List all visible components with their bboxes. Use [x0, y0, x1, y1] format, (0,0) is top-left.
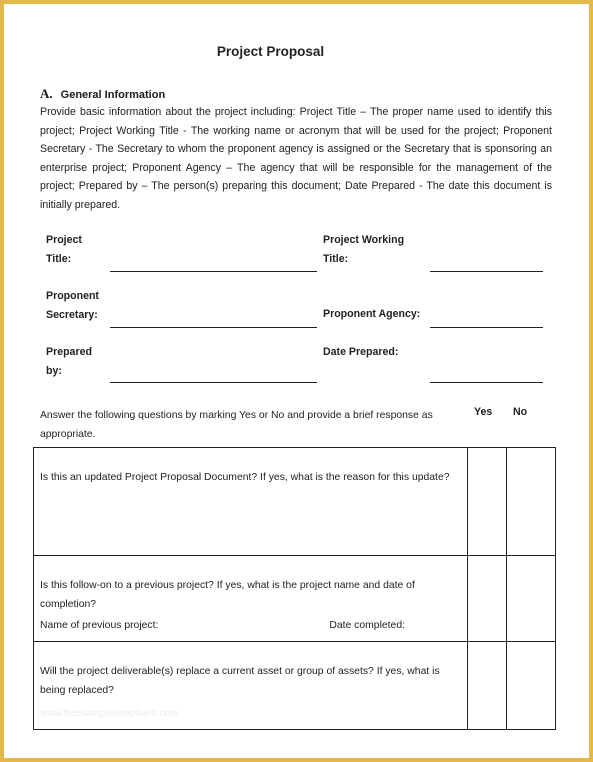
- question-text: Will the project deliverable(s) replace a current asset or group of assets? If yes, what is being replaced?: [40, 666, 440, 696]
- watermark: www.freesampletemplates.com: [40, 708, 179, 719]
- question-cell: [34, 448, 468, 556]
- date-prepared-field[interactable]: [430, 382, 543, 383]
- no-cell[interactable]: [507, 448, 556, 556]
- yes-header: Yes: [474, 406, 493, 418]
- no-cell[interactable]: [507, 556, 556, 642]
- questions-intro: Answer the following questions by marking Yes or No and provide a brief response as appropriate.: [40, 410, 433, 440]
- table-row: [34, 556, 556, 642]
- question-cell: [34, 556, 468, 642]
- yes-cell[interactable]: [468, 642, 507, 730]
- project-title-label: Project Title:: [46, 234, 82, 265]
- page-title: Project Proposal: [216, 44, 325, 59]
- yes-cell[interactable]: [468, 556, 507, 642]
- question-text: Is this an updated Project Proposal Document? If yes, what is the reason for this update?: [40, 472, 450, 483]
- section-letter: A.: [40, 86, 53, 101]
- prepared-by-field[interactable]: [110, 382, 317, 383]
- project-title-field[interactable]: [110, 271, 317, 272]
- proponent-secretary-label: Proponent Secretary:: [46, 290, 99, 321]
- prepared-by-label: Prepared by:: [46, 346, 92, 377]
- working-title-label: Project Working Title:: [323, 234, 405, 265]
- intro-paragraph: Provide basic information about the project including: Project Title – The proper name used to identify this project; Project Working Title - The working name or acronym that will be used for the project; Proponent Secretary - The Secretary to whom the proponent agency is assigned or the Secretary that is sponsoring an enterprise project; Proponent Agency – The agency that will be responsible for the management of the project; Prepared by – The person(s) preparing this document; Date Prepared - The date this document is initially prepared.: [40, 106, 552, 211]
- no-header: No: [513, 406, 528, 418]
- previous-project-label: Name of previous project:: [40, 620, 159, 631]
- section-title: General Information: [60, 89, 166, 101]
- working-title-field[interactable]: [430, 271, 543, 272]
- question-text: Is this follow-on to a previous project? If yes, what is the project name and date of completion?: [40, 580, 415, 610]
- proponent-agency-label: Proponent Agency:: [323, 308, 421, 320]
- section-heading: [40, 86, 165, 102]
- table-row: [34, 448, 556, 556]
- yes-cell[interactable]: [468, 448, 507, 556]
- no-cell[interactable]: [507, 642, 556, 730]
- questions-table: [33, 447, 556, 730]
- date-prepared-label: Date Prepared:: [323, 346, 399, 358]
- proponent-agency-field[interactable]: [430, 327, 543, 328]
- proponent-secretary-field[interactable]: [110, 327, 317, 328]
- date-completed-label: Date completed:: [329, 620, 405, 631]
